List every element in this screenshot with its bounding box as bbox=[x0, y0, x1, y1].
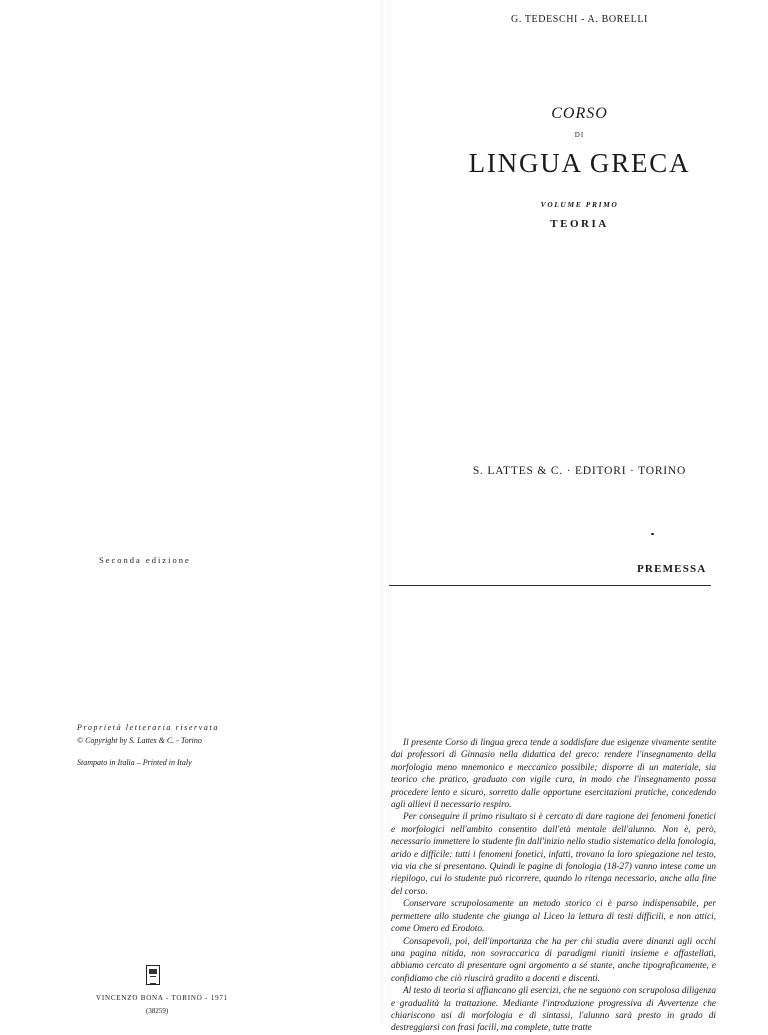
rights-block bbox=[77, 721, 297, 769]
preface-body bbox=[391, 737, 716, 1035]
volume-label: VOLUME PRIMO bbox=[540, 200, 619, 209]
title-corso: CORSO bbox=[551, 105, 608, 122]
title-di: DI bbox=[574, 131, 585, 139]
heading-rule bbox=[389, 585, 711, 586]
publisher: S. LATTES & C. · EDITORI · TORINO bbox=[472, 465, 687, 477]
preface-heading: PREMESSA bbox=[637, 563, 707, 575]
edition-note: Seconda edizione bbox=[99, 555, 191, 565]
preface-paragraph: Al testo di teoria si affiancano gli esercizi, che ne seguono con scrupolosa diligenza e gradualità la trattazione. Mediante l'introduzione progressiva di Avvertenze che chiariscono usi di morfologia e di sintassi, l'alunno sarà presto in grado di destreggiarsi con frasi facili, ma complete, tutte tratte bbox=[391, 986, 716, 1034]
preface-paragraph: Consapevoli, poi, dell'importanza che ha per chi studia avere dinanzi agli occhi una pagina nitida, non sovraccarica di paradigmi riuniti insieme e affastellati, abbiamo cercato di presentare ogni argomento a sé stante, anche tipograficamente, e confidiamo che ciò riuscirà gradito a docenti e discenti. bbox=[391, 936, 716, 984]
print-speck bbox=[651, 533, 654, 535]
preface-paragraph: Conservare scrupolosamente un metodo storico ci è parso indispensabile, per permettere allo studente che giunga al Liceo la lettura di testi difficili, e non attici, come Omero ed Erodoto. bbox=[391, 899, 716, 935]
printer-logo-icon bbox=[146, 965, 160, 985]
authors: G. TEDESCHI - A. BORELLI bbox=[511, 14, 648, 25]
copyright-line: © Copyright by S. Lattes & C. - Torino bbox=[77, 736, 202, 745]
rights-reserved: Proprietà letteraria riservata bbox=[77, 723, 219, 732]
preface-paragraph: Per conseguire il primo risultato si è cercato di dare ragione dei fenomeni fonetici e morfologici nell'ambito consentito dall'età mentale dell'alunno. Non è, però, necessario immettere lo studente fin dall'inizio nello studio sistematico della fonologia, arido e difficile: tutti i fenomeni fonetici, infatti, trovano la loro spiegazione nel testo, via via che si presentano. Quindi le pagine di fonologia (18-27) vanno intese come un riepilogo, cui lo studente può ricorrere, quando lo ritenga necessario, anche alla fine del corso. bbox=[391, 812, 716, 897]
print-number: (38259) bbox=[146, 1007, 169, 1015]
subtitle: TEORIA bbox=[550, 218, 609, 230]
preface-paragraph: Il presente Corso di lingua greca tende a soddisfare due esigenze vivamente sentite dai professori di Ginnasio nella didattica del greco: rendere l'insegnamento della morfologia meno mnemonico e meccanico possibile; disporre di un materiale, sia teorico che pratico, graduato con vigile cura, in modo che l'insegnamento possa procedere lento e sicuro, sorretto dalle opportune esercitazioni pratiche, concedendo agli allievi il necessario respiro. bbox=[391, 738, 716, 811]
book-title: LINGUA GRECA bbox=[468, 148, 691, 178]
printer-imprint: VINCENZO BONA - TORINO - 1971 bbox=[96, 994, 229, 1002]
printed-in-line: Stampato in Italia – Printed in Italy bbox=[77, 758, 192, 767]
page-gutter bbox=[381, 0, 391, 1024]
